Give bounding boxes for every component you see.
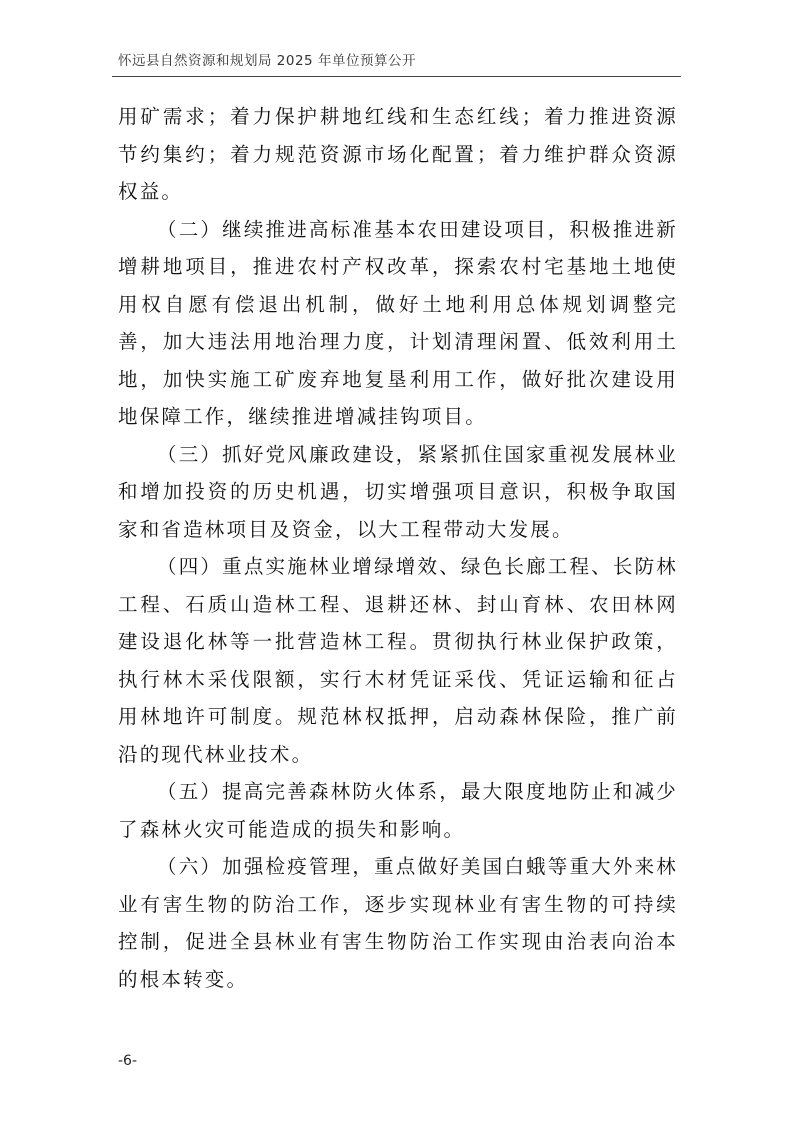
page-number: -6-	[118, 1053, 138, 1069]
paragraph-item-2: （二）继续推进高标准基本农田建设项目，积极推进新增耕地项目，推进农村产权改革，探索农村宅基地土地使用权自愿有偿退出机制，做好土地利用总体规划调整完善，加大违法用地治理力度，计划清理闲置、低效利用土地，加快实施工矿废弃地复垦利用工作，做好批次建设用地保障工作，继续推进增减挂钩项目。	[118, 217, 678, 428]
page-header-title: 怀远县自然资源和规划局 2025 年单位预算公开	[118, 53, 416, 69]
document-body	[118, 98, 678, 998]
paragraph-item-3: （三）抓好党风廉政建设，紧紧抓住国家重视发展林业和增加投资的历史机遇，切实增强项目意识，积极争取国家和省造林项目及资金，以大工程带动大发展。	[118, 442, 678, 541]
paragraph-continued: 用矿需求；着力保护耕地红线和生态红线；着力推进资源节约集约；着力规范资源市场化配置；着力维护群众资源权益。	[118, 105, 678, 203]
paragraph-item-4: （四）重点实施林业增绿增效、绿色长廊工程、长防林工程、石质山造林工程、退耕还林、封山育林、农田林网建设退化林等一批营造林工程。贯彻执行林业保护政策，执行林木采伐限额，实行木材凭证采伐、凭证运输和征占用林地许可制度。规范林权抵押，启动森林保险，推广前沿的现代林业技术。	[118, 555, 678, 766]
header-divider	[112, 76, 681, 77]
paragraph-item-6: （六）加强检疫管理，重点做好美国白蛾等重大外来林业有害生物的防治工作，逐步实现林业有害生物的可持续控制，促进全县林业有害生物防治工作实现由治表向治本的根本转变。	[118, 855, 678, 991]
paragraph-item-5: （五）提高完善森林防火体系，最大限度地防止和减少了森林火灾可能造成的损失和影响。	[118, 780, 678, 841]
